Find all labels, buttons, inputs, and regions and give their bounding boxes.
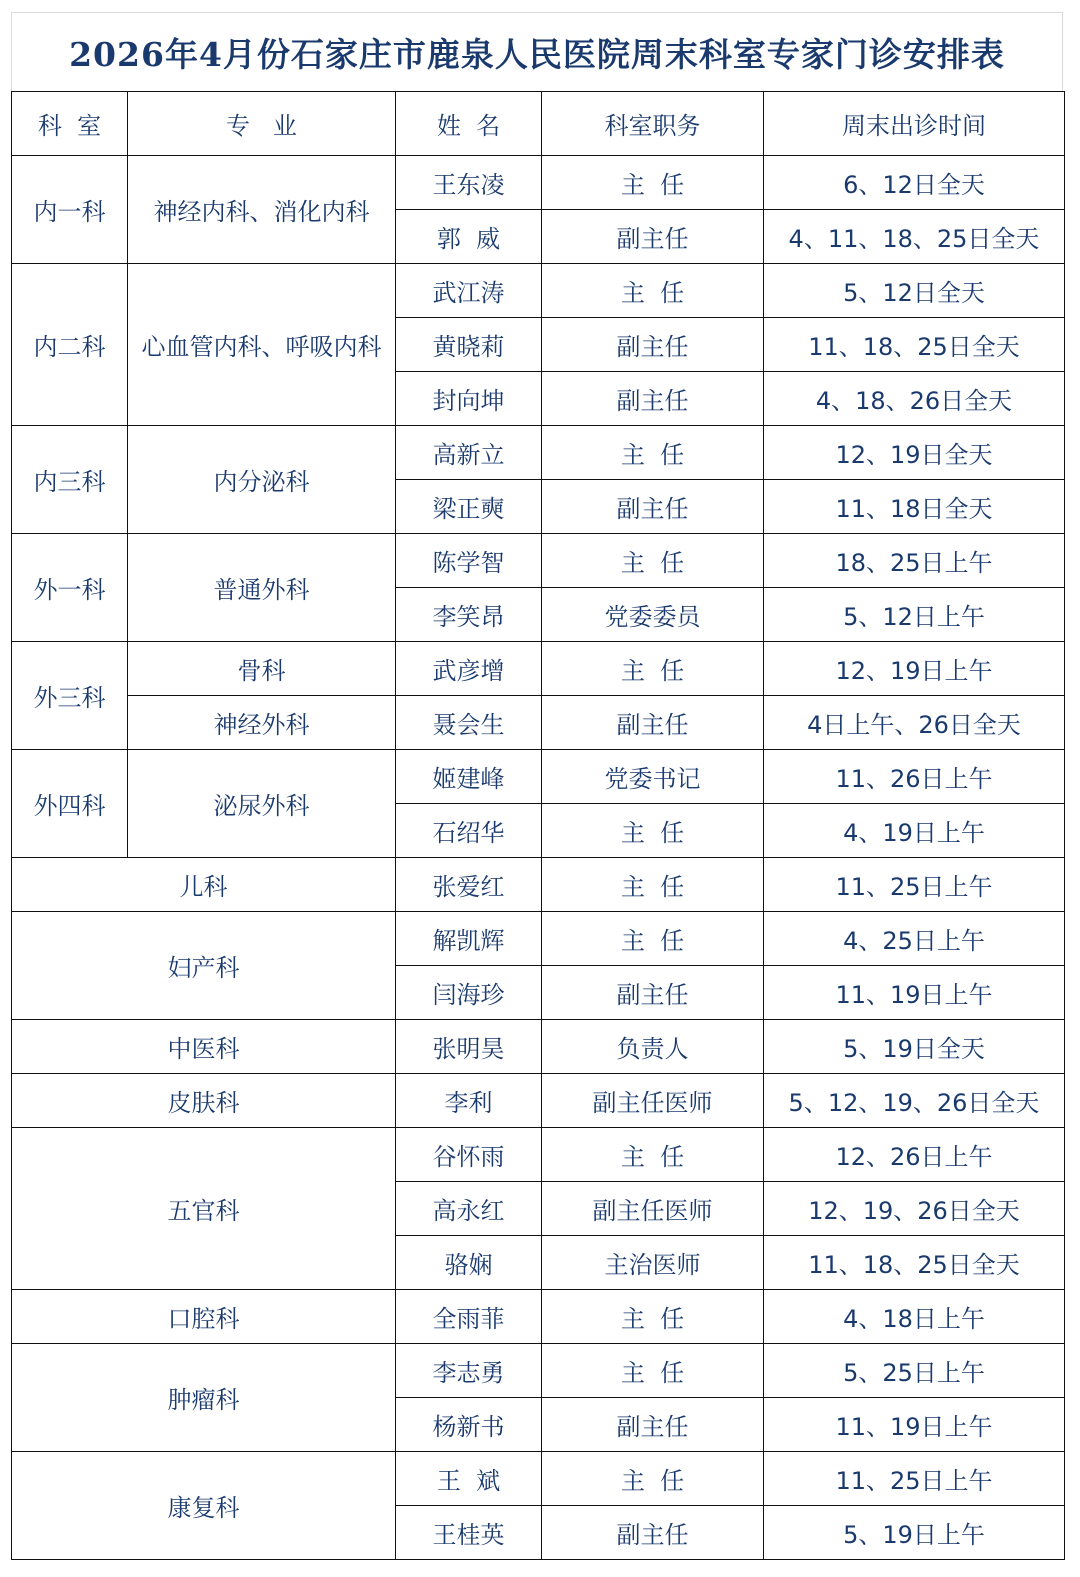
table-row xyxy=(12,1128,1065,1182)
dept-cell: 内一科 xyxy=(12,156,128,264)
time-cell: 11、18日全天 xyxy=(764,480,1065,534)
position-cell: 主 任 xyxy=(542,1128,764,1182)
table-row xyxy=(12,156,1065,210)
time-cell: 12、19日上午 xyxy=(764,642,1065,696)
time-cell: 5、19日上午 xyxy=(764,1506,1065,1560)
time-cell: 5、25日上午 xyxy=(764,1344,1065,1398)
time-cell: 12、19、26日全天 xyxy=(764,1182,1065,1236)
doctor-name: 高永红 xyxy=(396,1182,542,1236)
position-cell: 副主任 xyxy=(542,480,764,534)
dept-cell: 肿瘤科 xyxy=(12,1344,396,1452)
doctor-name: 高新立 xyxy=(396,426,542,480)
table-row xyxy=(12,534,1065,588)
doctor-name: 谷怀雨 xyxy=(396,1128,542,1182)
doctor-name: 武江涛 xyxy=(396,264,542,318)
table-row xyxy=(12,1290,1065,1344)
dept-cell: 外三科 xyxy=(12,642,128,750)
table-row xyxy=(12,426,1065,480)
table-row xyxy=(12,1020,1065,1074)
time-cell: 11、19日上午 xyxy=(764,1398,1065,1452)
dept-cell: 中医科 xyxy=(12,1020,396,1074)
time-cell: 11、18、25日全天 xyxy=(764,318,1065,372)
time-cell: 5、19日全天 xyxy=(764,1020,1065,1074)
doctor-name: 解凯辉 xyxy=(396,912,542,966)
dept-cell: 内三科 xyxy=(12,426,128,534)
doctor-name: 王 斌 xyxy=(396,1452,542,1506)
time-cell: 5、12、19、26日全天 xyxy=(764,1074,1065,1128)
time-cell: 5、12日全天 xyxy=(764,264,1065,318)
time-cell: 11、26日上午 xyxy=(764,750,1065,804)
time-cell: 5、12日上午 xyxy=(764,588,1065,642)
schedule-table xyxy=(11,91,1065,1560)
time-cell: 4、19日上午 xyxy=(764,804,1065,858)
title-box xyxy=(11,12,1063,91)
specialty-cell: 神经内科、消化内科 xyxy=(128,156,396,264)
position-cell: 主 任 xyxy=(542,912,764,966)
doctor-name: 黄晓莉 xyxy=(396,318,542,372)
header-position: 科室职务 xyxy=(542,92,764,156)
position-cell: 副主任 xyxy=(542,1506,764,1560)
doctor-name: 王桂英 xyxy=(396,1506,542,1560)
table-row xyxy=(12,696,1065,750)
doctor-name: 杨新书 xyxy=(396,1398,542,1452)
position-cell: 党委委员 xyxy=(542,588,764,642)
time-cell: 4、18、26日全天 xyxy=(764,372,1065,426)
specialty-cell: 心血管内科、呼吸内科 xyxy=(128,264,396,426)
position-cell: 党委书记 xyxy=(542,750,764,804)
page-title: 2026年4月份石家庄市鹿泉人民医院周末科室专家门诊安排表 xyxy=(69,35,1005,74)
specialty-cell: 骨科 xyxy=(128,642,396,696)
table-row xyxy=(12,1344,1065,1398)
table-row xyxy=(12,912,1065,966)
dept-cell: 康复科 xyxy=(12,1452,396,1560)
doctor-name: 王东凌 xyxy=(396,156,542,210)
position-cell: 主 任 xyxy=(542,1344,764,1398)
doctor-name: 李笑昂 xyxy=(396,588,542,642)
time-cell: 4、25日上午 xyxy=(764,912,1065,966)
doctor-name: 李志勇 xyxy=(396,1344,542,1398)
doctor-name: 张明昊 xyxy=(396,1020,542,1074)
time-cell: 4、18日上午 xyxy=(764,1290,1065,1344)
position-cell: 主 任 xyxy=(542,264,764,318)
specialty-cell: 普通外科 xyxy=(128,534,396,642)
position-cell: 副主任 xyxy=(542,966,764,1020)
dept-cell: 口腔科 xyxy=(12,1290,396,1344)
dept-cell: 儿科 xyxy=(12,858,396,912)
table-row xyxy=(12,750,1065,804)
position-cell: 主 任 xyxy=(542,1452,764,1506)
time-cell: 4日上午、26日全天 xyxy=(764,696,1065,750)
header-row xyxy=(12,92,1065,156)
time-cell: 11、19日上午 xyxy=(764,966,1065,1020)
doctor-name: 梁正奭 xyxy=(396,480,542,534)
specialty-cell: 泌尿外科 xyxy=(128,750,396,858)
position-cell: 主 任 xyxy=(542,858,764,912)
doctor-name: 陈学智 xyxy=(396,534,542,588)
header-specialty: 专 业 xyxy=(128,92,396,156)
dept-cell: 外一科 xyxy=(12,534,128,642)
table-row xyxy=(12,642,1065,696)
position-cell: 主 任 xyxy=(542,156,764,210)
doctor-name: 李利 xyxy=(396,1074,542,1128)
table-row xyxy=(12,1074,1065,1128)
table-row xyxy=(12,264,1065,318)
doctor-name: 闫海珍 xyxy=(396,966,542,1020)
doctor-name: 郭 威 xyxy=(396,210,542,264)
position-cell: 主治医师 xyxy=(542,1236,764,1290)
doctor-name: 姬建峰 xyxy=(396,750,542,804)
position-cell: 副主任 xyxy=(542,372,764,426)
time-cell: 11、18、25日全天 xyxy=(764,1236,1065,1290)
time-cell: 6、12日全天 xyxy=(764,156,1065,210)
dept-cell: 五官科 xyxy=(12,1128,396,1290)
header-dept: 科 室 xyxy=(12,92,128,156)
time-cell: 4、11、18、25日全天 xyxy=(764,210,1065,264)
doctor-name: 石绍华 xyxy=(396,804,542,858)
position-cell: 副主任医师 xyxy=(542,1074,764,1128)
position-cell: 主 任 xyxy=(542,1290,764,1344)
doctor-name: 聂会生 xyxy=(396,696,542,750)
doctor-name: 全雨菲 xyxy=(396,1290,542,1344)
dept-cell: 内二科 xyxy=(12,264,128,426)
position-cell: 副主任 xyxy=(542,318,764,372)
doctor-name: 张爱红 xyxy=(396,858,542,912)
doctor-name: 骆娴 xyxy=(396,1236,542,1290)
position-cell: 主 任 xyxy=(542,642,764,696)
time-cell: 11、25日上午 xyxy=(764,1452,1065,1506)
time-cell: 12、26日上午 xyxy=(764,1128,1065,1182)
position-cell: 副主任 xyxy=(542,696,764,750)
position-cell: 副主任 xyxy=(542,210,764,264)
specialty-cell: 内分泌科 xyxy=(128,426,396,534)
dept-cell: 妇产科 xyxy=(12,912,396,1020)
header-time: 周末出诊时间 xyxy=(764,92,1065,156)
doctor-name: 封向坤 xyxy=(396,372,542,426)
position-cell: 负责人 xyxy=(542,1020,764,1074)
table-row xyxy=(12,1452,1065,1506)
position-cell: 主 任 xyxy=(542,534,764,588)
position-cell: 主 任 xyxy=(542,804,764,858)
position-cell: 副主任医师 xyxy=(542,1182,764,1236)
time-cell: 18、25日上午 xyxy=(764,534,1065,588)
header-name: 姓 名 xyxy=(396,92,542,156)
table-row xyxy=(12,858,1065,912)
dept-cell: 外四科 xyxy=(12,750,128,858)
position-cell: 主 任 xyxy=(542,426,764,480)
position-cell: 副主任 xyxy=(542,1398,764,1452)
specialty-cell: 神经外科 xyxy=(128,696,396,750)
time-cell: 11、25日上午 xyxy=(764,858,1065,912)
doctor-name: 武彦增 xyxy=(396,642,542,696)
dept-cell: 皮肤科 xyxy=(12,1074,396,1128)
time-cell: 12、19日全天 xyxy=(764,426,1065,480)
